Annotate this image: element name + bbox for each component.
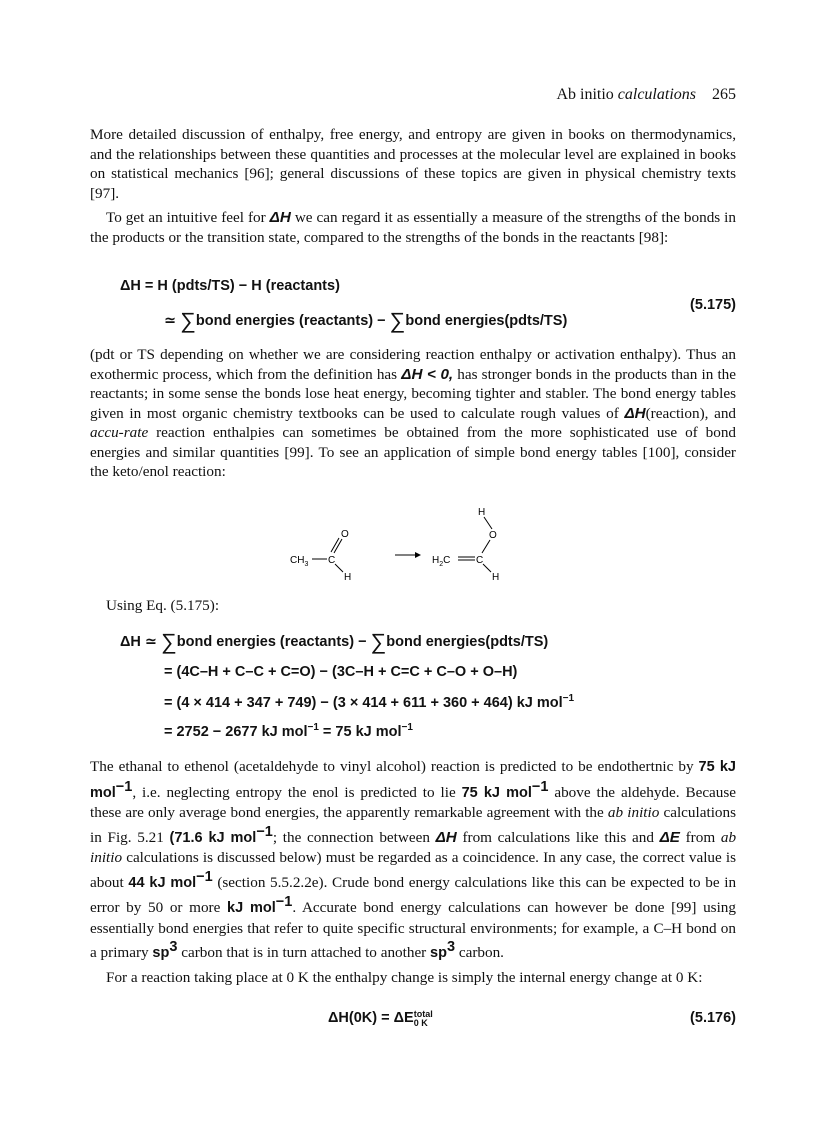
paragraph-6: For a reaction taking place at 0 K the enthalpy change is simply the internal energy change at 0 K: — [106, 969, 703, 986]
paragraph-3: (pdt or TS depending on whether we are considering reaction enthalpy or activation enthalpy). Thus an exothermic process, which from the definition has ΔH < 0, has stronger bonds in the products than in the reactants; in some sense the bonds lose heat energy, becoming tighter and stabler. The bond energy tables given in most organic chemistry textbooks can be used to calculate rough values of ΔH(reaction), and accu-rate reaction enthalpies can sometimes be obtained from the more sophisticated use of bond energies and similar quantities [99]. To see an application of simple bond energy tables [100], consider the keto/enol reaction: — [90, 346, 737, 480]
calc-line-3: = (4 × 414 + 347 + 749) − (3 × 414 + 611 + 360 + 464) kJ mol$^{-1}$ — [164, 693, 575, 711]
paragraph-5: The ethanal to ethenol (acetaldehyde to vinyl alcohol) reaction is predicted to be endothertnic by 75 kJ mol$^{-1}$, i.e. neglecting entropy the enol is predicted to lie 75 kJ mol$^{-1}$ above the aldehyde. Because these are only average bond energies, the apparently remarkable agreement with the ab initio calculations in Fig. 5.21 (71.6 kJ mol$^{-1}$; the connection between ΔH from calculations like this and ΔE from ab initio calculations is discussed below) must be regarded as a coincidence. In any case, the correct value is about 44 kJ mol$^{-1}$ (section 5.5.2.2e). Crude bond energy calculations like this can be expected to be in error by 50 or more kJ mol$^{-1}$. Accurate bond energy calculations can however be done [99] using essentially bond energies that refer to quite specific structural environments; for example, a C–H bond on a primary $sp^3$ carbon that is in turn attached to another $sp^3$ carbon. — [90, 758, 737, 962]
eq-5-175-line-2: ≃ ∑bond energies (reactants) − ∑bond energies(pdts/TS) — [164, 308, 568, 333]
carbonyl-carbon: C — [328, 555, 336, 566]
aldehyde-hydrogen: H — [344, 572, 352, 583]
calc-line-2: = (4C–H + C–C + C=O) − (3C–H + C=C + C–O + O–H) — [164, 664, 518, 680]
keto-enol-reaction-diagram — [290, 505, 550, 595]
running-header — [556, 86, 736, 104]
header-section: Ab initio — [556, 86, 614, 103]
paragraph-1: More detailed discussion of enthalpy, free energy, and entropy are given in books on thermodynamics, and the relationships between these quantities and processes at the molecular level are explained in books on statistical mechanics [96]; general discussions of these topics are given in physical chemistry texts [97]. — [90, 126, 736, 202]
header-section-italic: calculations — [617, 86, 696, 103]
paragraph-2: To get an intuitive feel for ΔH we can regard it as essentially a measure of the strengths of the bonds in the products or the transition state, compared to the strengths of the bonds in the reactants [98]: — [90, 209, 736, 246]
page-number: 265 — [712, 86, 736, 103]
calc-line-4: = 2752 − 2677 kJ mol$^{-1}$ = 75 kJ mol$^{-1}$ — [164, 722, 413, 740]
eq-5-175-line-1: ΔH = H (pdts/TS) − H (reactants) — [120, 278, 340, 294]
eq-number-5-175: (5.175) — [690, 297, 736, 313]
carbonyl-oxygen: O — [341, 529, 349, 540]
eq-number-5-176: (5.176) — [690, 1010, 736, 1026]
enol-carbon: C — [476, 555, 484, 566]
hydroxyl-hydrogen: H — [478, 507, 486, 518]
vinyl-hydrogen: H — [492, 572, 500, 583]
h2c-label: $H_2C$ — [432, 555, 451, 568]
eq-5-176: ΔH(0K) = ΔE total 0 K — [328, 1009, 433, 1028]
paragraph-4: Using Eq. (5.175): — [106, 597, 220, 614]
enol-oxygen: O — [489, 530, 497, 541]
delta-h: ΔH — [269, 209, 291, 226]
ch3-label: $CH_3$ — [290, 555, 309, 568]
calc-line-1: ΔH ≃ ∑bond energies (reactants) − ∑bond energies(pdts/TS) — [120, 629, 549, 654]
